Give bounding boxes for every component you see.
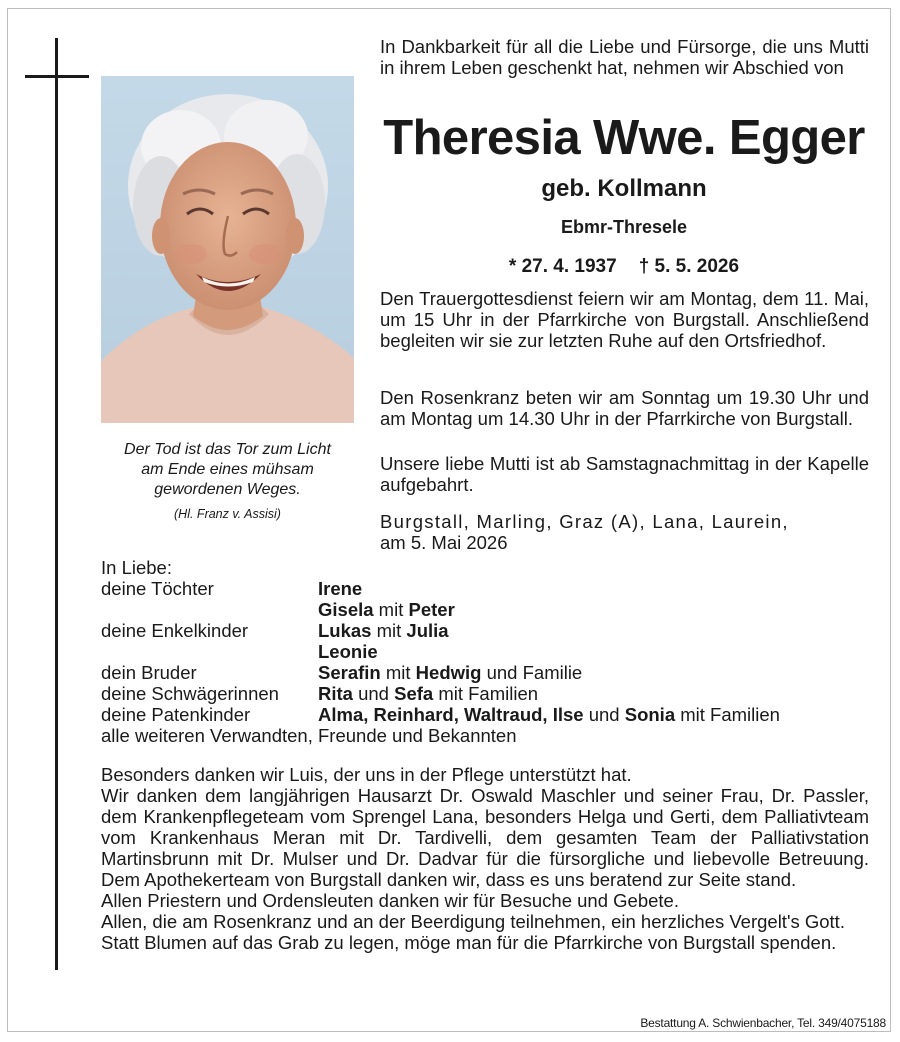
- mourner-row: [101, 662, 861, 683]
- acknowledgement-paragraph: Allen, die am Rosenkranz und an der Beerdigung teilnehmen, ein herzliches Vergelt's Gott.: [101, 911, 845, 932]
- memorial-quote: [101, 440, 354, 500]
- acknowledgement-paragraph: Statt Blumen auf das Grab zu legen, möge man für die Pfarrkirche von Burgstall spenden.: [101, 932, 837, 953]
- mourners-list: [101, 557, 861, 746]
- place-date: [380, 511, 869, 553]
- mourner-connector: und Familie: [481, 662, 583, 683]
- mourner-name: Alma, Reinhard, Waltraud, Ilse: [318, 704, 584, 725]
- birth-date: * 27. 4. 1937: [508, 256, 617, 277]
- mourner-connector: mit: [380, 662, 416, 683]
- funeral-home-footer: Bestattung A. Schwienbacher, Tel. 349/4075188: [640, 1016, 886, 1030]
- mourner-names: [318, 578, 362, 599]
- quote-line: Der Tod ist das Tor zum Licht: [124, 441, 331, 458]
- death-date: † 5. 5. 2026: [638, 256, 740, 277]
- portrait-photo: [101, 76, 354, 423]
- mourner-names: [318, 662, 582, 683]
- mourners-rows: [101, 578, 861, 725]
- mourners-heading: In Liebe:: [101, 557, 172, 578]
- mourner-connector: mit Familien: [433, 683, 539, 704]
- mourner-names: [318, 683, 538, 704]
- mourner-row: [101, 704, 861, 725]
- quote-line: gewordenen Weges.: [154, 481, 301, 498]
- mourner-connector: mit: [373, 599, 409, 620]
- rosary-text: Den Rosenkranz beten wir am Sonntag um 19.30 Uhr und am Montag um 14.30 Uhr in der Pfarrkirche von Burgstall.: [380, 387, 869, 429]
- viewing-text: Unsere liebe Mutti ist ab Samstagnachmittag in der Kapelle aufgebahrt.: [380, 453, 869, 495]
- acknowledgement-paragraph: Wir danken dem langjährigen Hausarzt Dr. Oswald Maschler und seiner Frau, Dr. Passler, dem Krankenpflegeteam vom Sprengel Lana, besonders Helga und Gerti, dem Palliativteam vom Krankenhaus Meran mit Dr. Tardivelli, dem gesamten Team der Palliativstation Martinsbrunn mit Dr. Mulser und Dr. Dadvar für die fürsorgliche und liebevolle Betreuung. Dem Apothekerteam von Burgstall danken wir, dass es uns beratend zur Seite stand.: [101, 785, 869, 890]
- mourner-name: Rita: [318, 683, 353, 704]
- mourner-name: Peter: [408, 599, 455, 620]
- mourner-row: [101, 620, 861, 641]
- mourner-name: Leonie: [318, 641, 378, 662]
- mourner-name: Gisela: [318, 599, 374, 620]
- mourner-relation: dein Bruder: [101, 662, 197, 683]
- mourner-connector: mit Familien: [675, 704, 780, 725]
- mourner-relation: [101, 599, 318, 620]
- cross-icon-horizontal: [25, 75, 89, 78]
- mourner-names: [318, 704, 780, 725]
- quote-source: (Hl. Franz v. Assisi): [174, 507, 281, 521]
- mourner-names: [318, 641, 378, 662]
- mourner-names: [318, 620, 449, 641]
- mourner-names: [318, 599, 455, 620]
- mourner-name: Sefa: [394, 683, 434, 704]
- cross-icon-vertical: [55, 38, 58, 970]
- mourner-row: [101, 683, 861, 704]
- mourner-name: Hedwig: [415, 662, 482, 683]
- place-line: Burgstall, Marling, Graz (A), Lana, Laurein,: [380, 511, 789, 532]
- mourner-relation: deine Töchter: [101, 578, 214, 599]
- mourners-others: alle weiteren Verwandten, Freunde und Bekannten: [101, 725, 517, 746]
- acknowledgement-paragraph: Besonders danken wir Luis, der uns in der Pflege unterstützt hat.: [101, 764, 632, 785]
- mourner-name: Irene: [318, 578, 363, 599]
- mourner-name: Lukas: [318, 620, 372, 641]
- nickname: Ebmr-Thresele: [560, 217, 688, 237]
- mourner-connector: und: [352, 683, 395, 704]
- funeral-service-text: Den Trauergottesdienst feiern wir am Montag, dem 11. Mai, um 15 Uhr in der Pfarrkirche von Burgstall. Anschließend begleiten wir sie zur letzten Ruhe auf den Ortsfriedhof.: [380, 288, 869, 351]
- mourner-name: Sonia: [624, 704, 676, 725]
- mourner-relation: deine Enkelkinder: [101, 620, 249, 641]
- mourner-row: [101, 578, 861, 599]
- deceased-name: Theresia Wwe. Egger: [383, 111, 865, 165]
- life-dates: [377, 256, 871, 278]
- mourner-relation: deine Schwägerinnen: [101, 683, 279, 704]
- mourner-row: [101, 599, 861, 620]
- date-line: am 5. Mai 2026: [380, 532, 508, 553]
- quote-line: am Ende eines mühsam: [141, 461, 314, 478]
- acknowledgements: [101, 764, 869, 953]
- intro-text: In Dankbarkeit für all die Liebe und Fürsorge, die uns Mutti in ihrem Leben geschenkt hat, nehmen wir Abschied von: [380, 36, 869, 78]
- mourner-connector: und: [583, 704, 625, 725]
- mourner-name: Julia: [406, 620, 449, 641]
- mourner-row: [101, 641, 861, 662]
- mourner-name: Serafin: [318, 662, 381, 683]
- acknowledgement-paragraph: Allen Priestern und Ordensleuten danken wir für Besuche und Gebete.: [101, 890, 679, 911]
- birth-name: geb. Kollmann: [541, 175, 707, 202]
- mourner-relation: deine Patenkinder: [101, 704, 251, 725]
- mourner-relation: [101, 641, 318, 662]
- mourner-connector: mit: [371, 620, 407, 641]
